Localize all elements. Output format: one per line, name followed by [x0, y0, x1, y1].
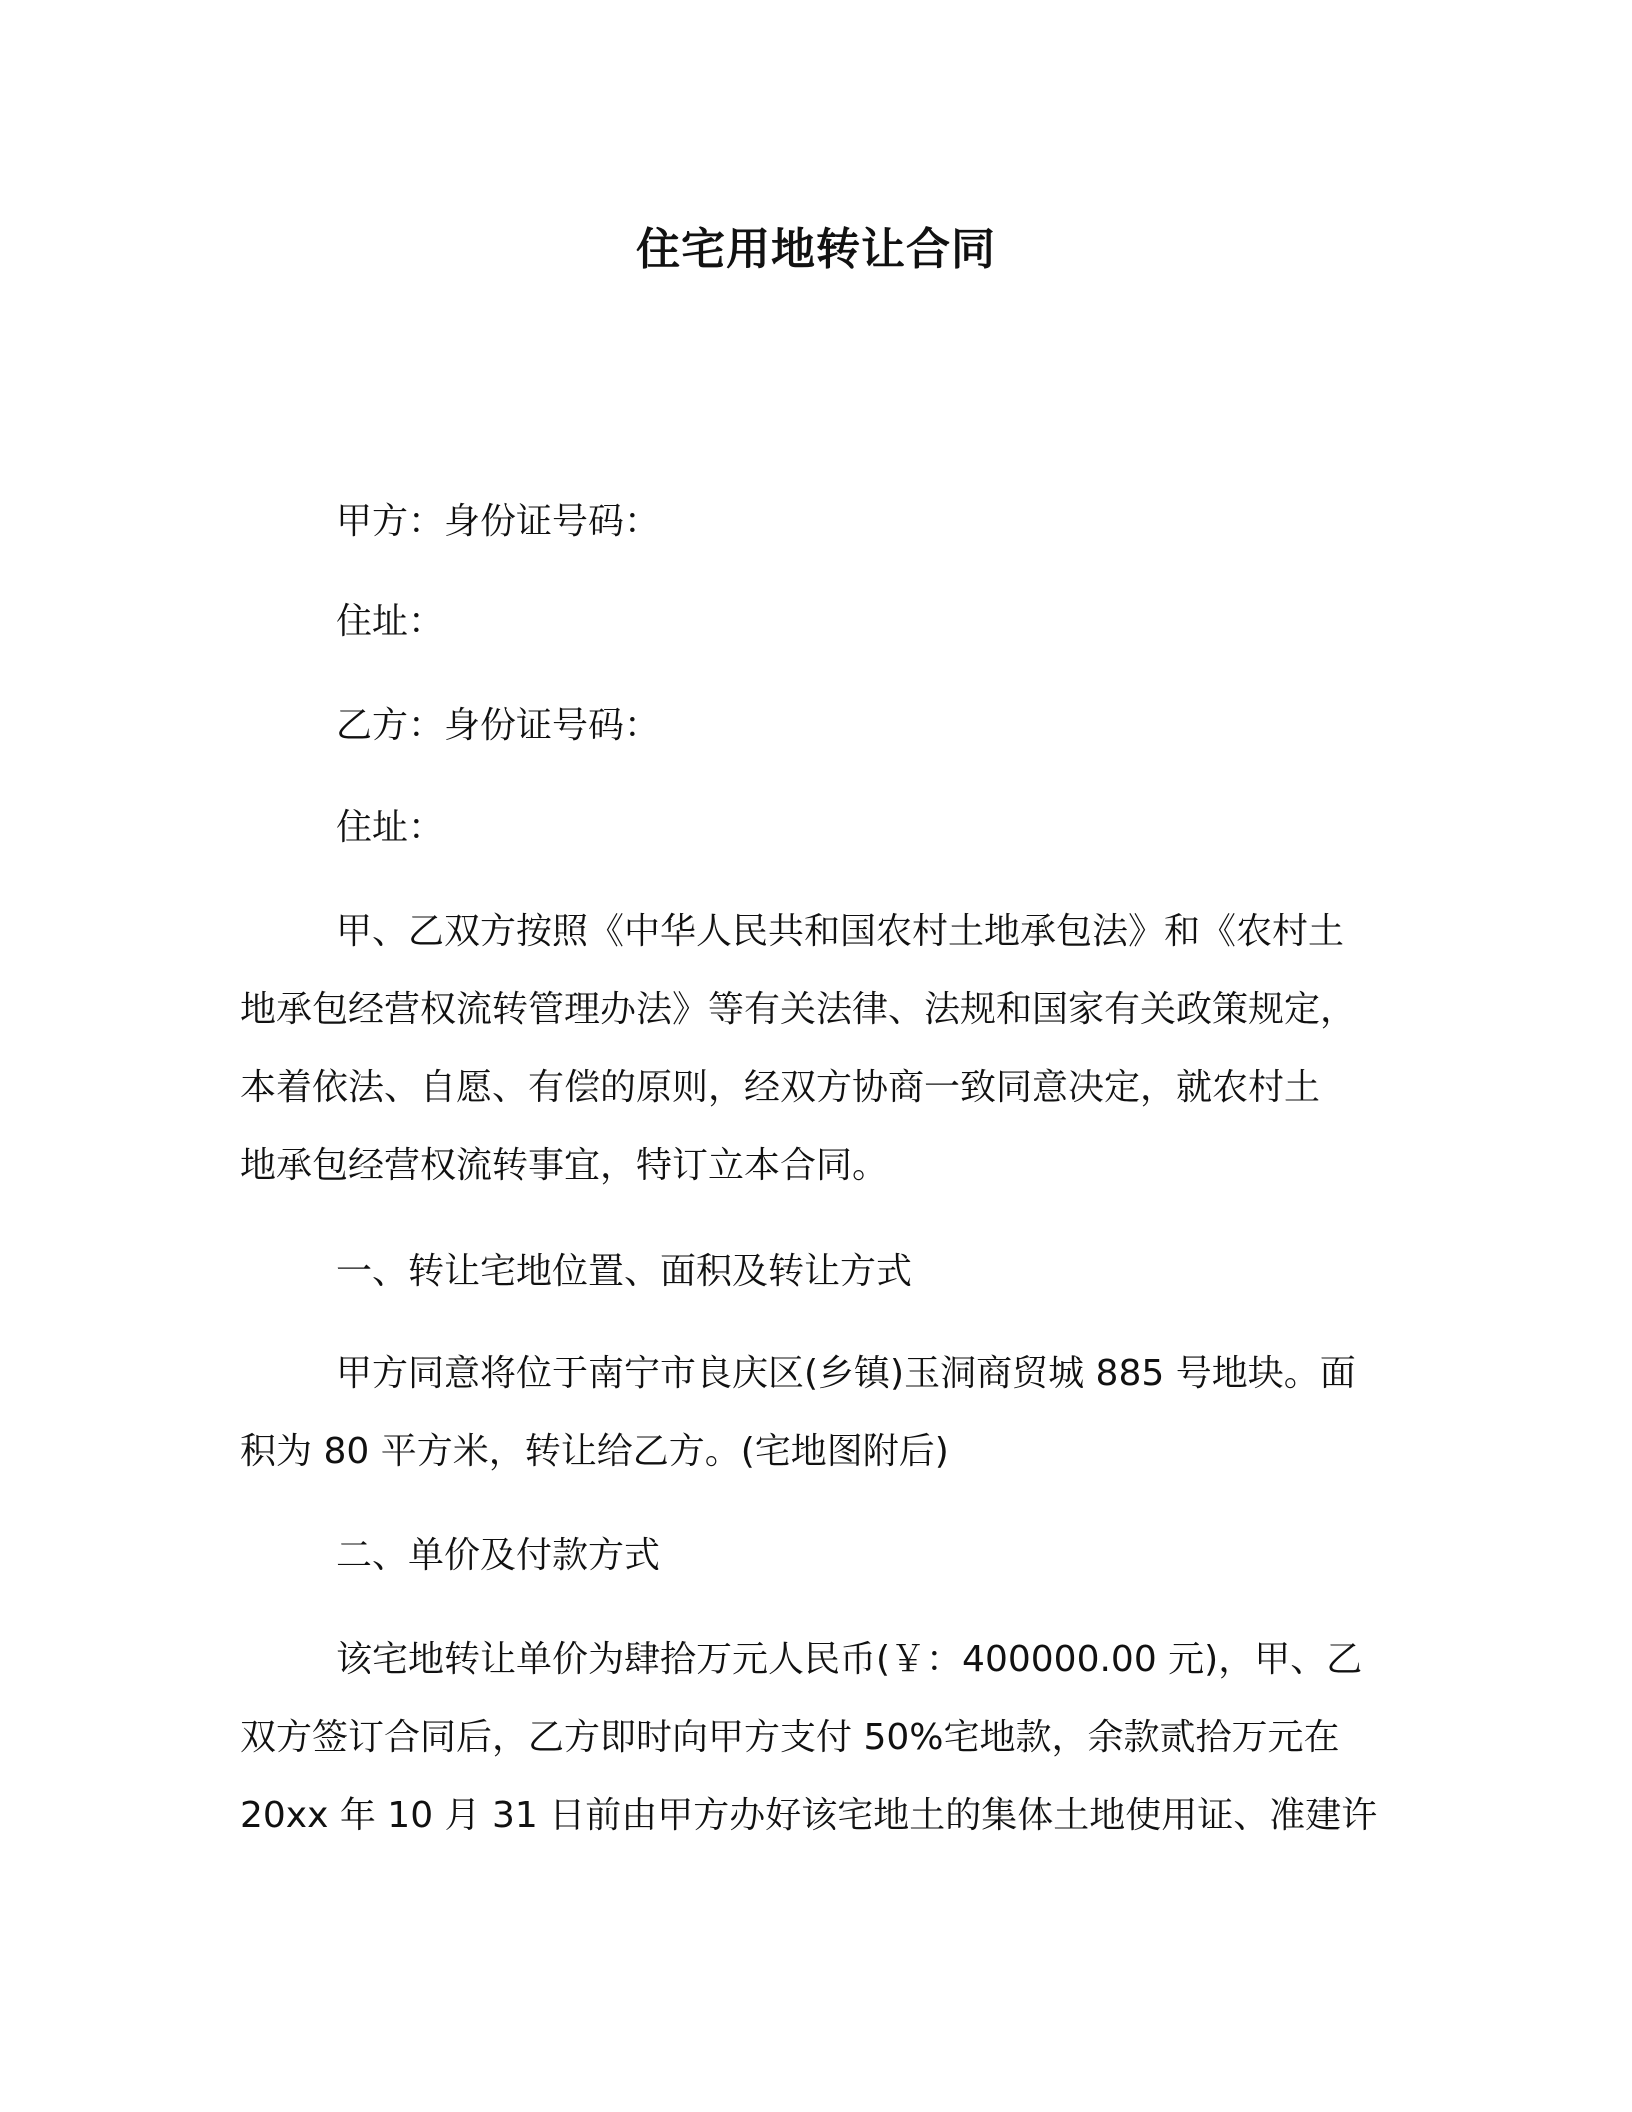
party-a-label: 甲方： [336, 501, 445, 542]
document-title: 住宅用地转让合同 [636, 224, 996, 275]
section-1-heading: 一、转让宅地位置、面积及转让方式 [336, 1251, 913, 1292]
section-2-line-1: 该宅地转让单价为肆拾万元人民币(￥：400000.00 元)，甲、乙 [336, 1639, 1363, 1680]
section-1-line-2: 积为 80 平方米，转让给乙方。(宅地图附后) [240, 1431, 949, 1472]
party-b-label: 乙方： [336, 705, 445, 746]
section-2-heading: 二、单价及付款方式 [336, 1535, 661, 1576]
intro-line-3: 本着依法、自愿、有偿的原则，经双方协商一致同意决定，就农村土 [240, 1067, 1321, 1108]
party-a-line [336, 498, 660, 546]
party-a-id-label: 身份证号码： [444, 501, 661, 542]
intro-line-2: 地承包经营权流转管理办法》等有关法律、法规和国家有关政策规定， [240, 989, 1357, 1030]
party-a-address-label: 住址： [336, 601, 445, 642]
section-1-line-1: 甲方同意将位于南宁市良庆区(乡镇)玉洞商贸城 885 号地块。面 [336, 1353, 1356, 1394]
section-2-line-3: 20xx 年 10 月 31 日前由甲方办好该宅地土的集体土地使用证、准建许 [240, 1795, 1378, 1836]
section-2-line-2: 双方签订合同后，乙方即时向甲方支付 50%宅地款，余款贰拾万元在 [240, 1717, 1340, 1758]
party-b-line [336, 702, 660, 750]
party-b-id-label: 身份证号码： [444, 705, 661, 746]
party-b-address-label: 住址： [336, 807, 445, 848]
intro-line-4: 地承包经营权流转事宜，特订立本合同。 [240, 1145, 889, 1186]
intro-line-1: 甲、乙双方按照《中华人民共和国农村土地承包法》和《农村土 [336, 911, 1345, 952]
